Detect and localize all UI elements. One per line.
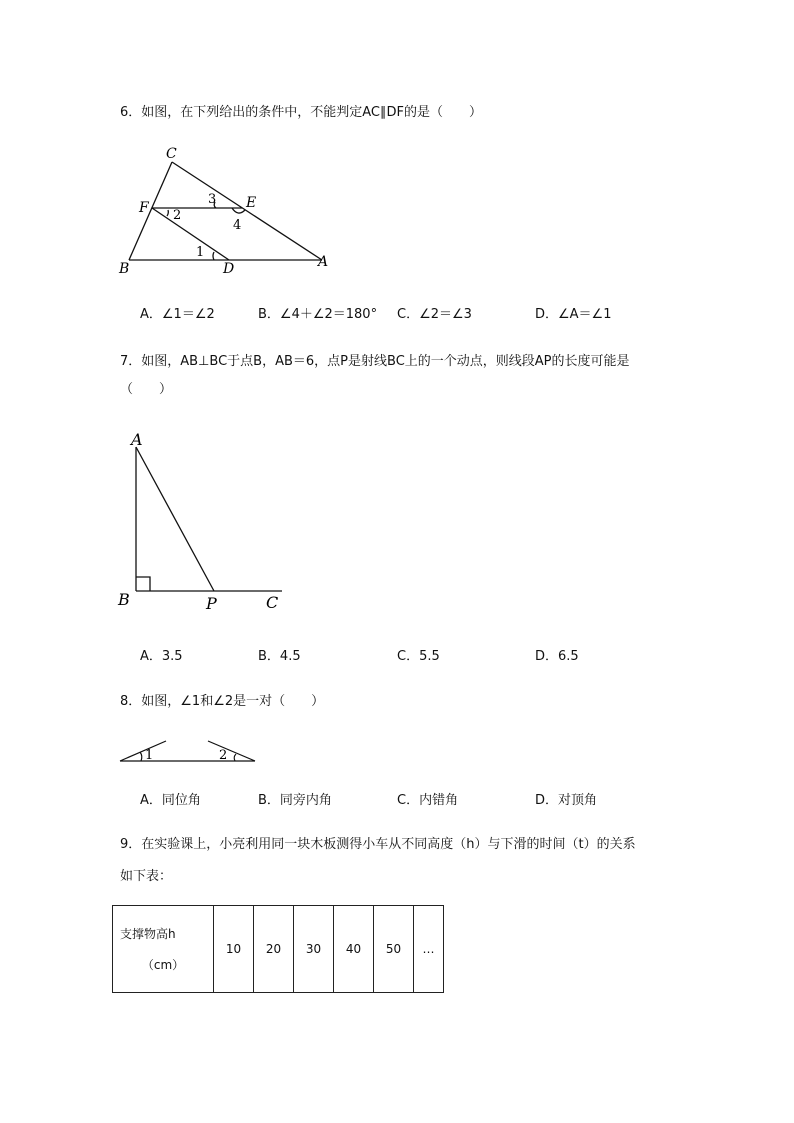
q6-label-D: D: [223, 261, 235, 277]
q7-label-A: A: [131, 430, 143, 449]
q9-stem-line1: 9．在实验课上，小亮利用同一块木板测得小车从不同高度（h）与下滑的时间（t）的关系: [120, 837, 636, 852]
q7-option-a[interactable]: A．3.5: [140, 649, 183, 664]
table-cell: 10: [214, 906, 254, 993]
q6-option-c[interactable]: C．∠2＝∠3: [397, 307, 472, 322]
q8-stem: 8．如图，∠1和∠2是一对（ ）: [120, 694, 325, 709]
table-cell: 20: [254, 906, 294, 993]
q6-label-4: 4: [233, 218, 242, 233]
q7-option-b[interactable]: B．4.5: [258, 649, 301, 664]
q6-label-E: E: [246, 195, 257, 211]
table-header-line2: （cm）: [141, 958, 185, 972]
q8-option-a[interactable]: A．同位角: [140, 793, 201, 808]
q6-label-2: 2: [173, 208, 182, 223]
q6-label-A: A: [318, 254, 329, 270]
q6-label-3: 3: [208, 192, 217, 207]
q8-label-1: 1: [145, 748, 154, 763]
table-cell: 30: [294, 906, 334, 993]
q7-option-d[interactable]: D．6.5: [535, 649, 579, 664]
table-header-cell: [113, 906, 214, 993]
q8-label-2: 2: [219, 748, 228, 763]
q7-figure: [112, 425, 312, 617]
q7-stem-line1: 7．如图，AB⊥BC于点B，AB＝6，点P是射线BC上的一个动点，则线段AP的长度可能是: [120, 354, 630, 369]
table-cell: …: [414, 906, 444, 993]
q8-figure: [112, 732, 262, 768]
table-cell: 40: [334, 906, 374, 993]
q6-figure: [112, 140, 342, 280]
q8-option-d[interactable]: D．对顶角: [535, 793, 598, 808]
q6-label-C: C: [166, 146, 177, 162]
q6-label-F: F: [139, 200, 149, 216]
table-header-line1: 支撑物高h: [120, 927, 176, 941]
q8-option-b[interactable]: B．同旁内角: [258, 793, 332, 808]
q6-option-b[interactable]: B．∠4＋∠2＝180°: [258, 307, 378, 322]
q7-label-B: B: [118, 590, 130, 609]
table-row: [113, 906, 444, 993]
q9-table: [112, 905, 444, 993]
q6-option-d[interactable]: D．∠A＝∠1: [535, 307, 612, 322]
q6-stem: 6．如图，在下列给出的条件中，不能判定AC∥DF的是（ ）: [120, 105, 483, 120]
q7-label-P: P: [206, 594, 217, 613]
q9-stem-line2: 如下表：: [120, 869, 173, 884]
table-cell: 50: [374, 906, 414, 993]
q7-option-c[interactable]: C．5.5: [397, 649, 440, 664]
q6-option-a[interactable]: A．∠1＝∠2: [140, 307, 215, 322]
q8-option-c[interactable]: C．内错角: [397, 793, 459, 808]
q7-label-C: C: [266, 593, 279, 612]
q6-label-B: B: [119, 261, 130, 277]
q7-stem-line2: （ ）: [120, 382, 173, 397]
q6-label-1: 1: [196, 245, 205, 260]
